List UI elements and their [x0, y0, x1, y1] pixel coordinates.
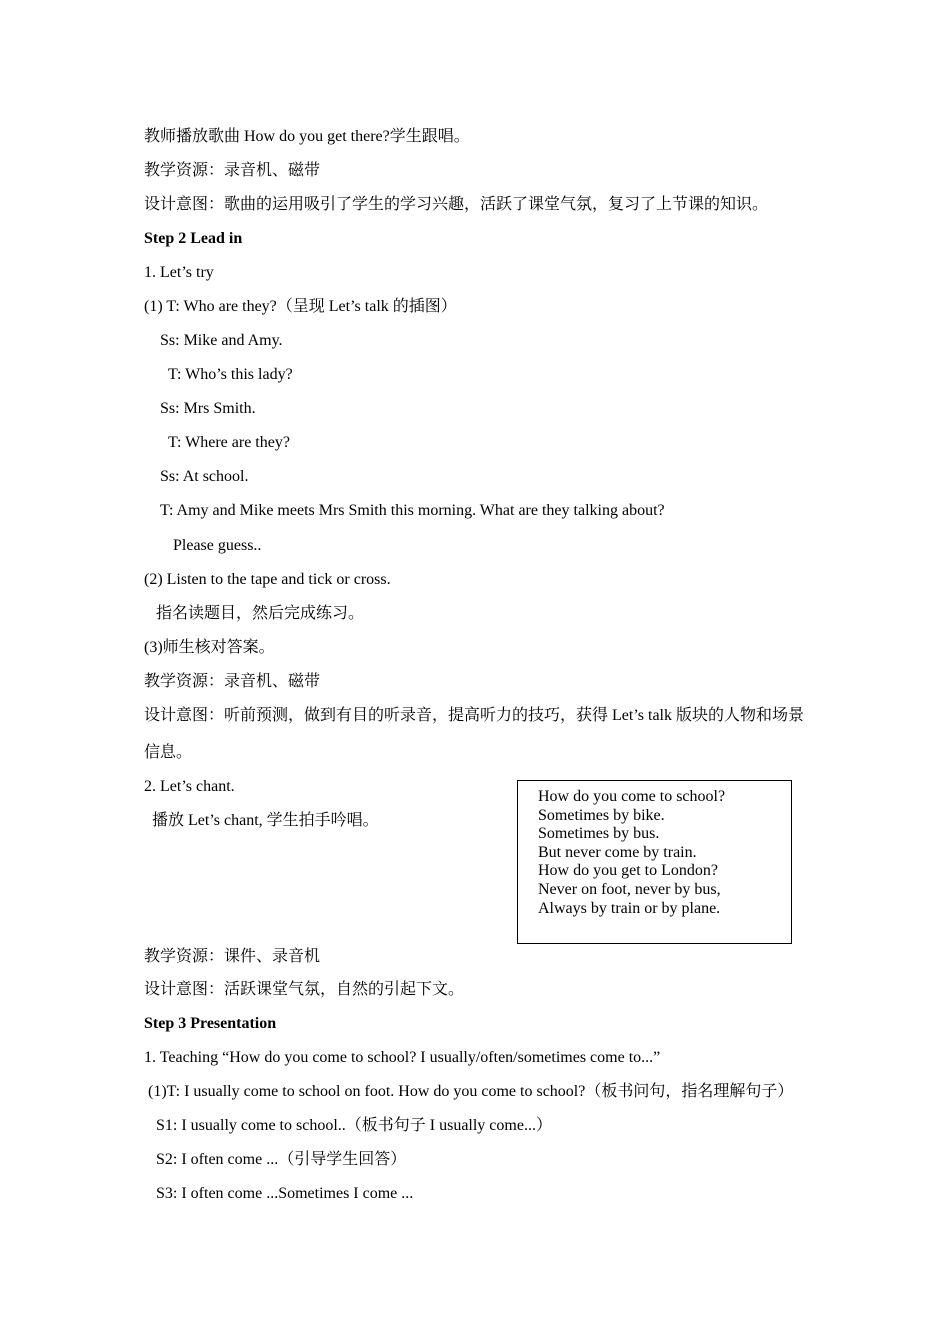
dialogue-line: S2: I often come ...（引导学生回答） — [156, 1151, 407, 1168]
step-heading: Step 3 Presentation — [144, 1015, 277, 1032]
paragraph-design-intent-cont: 信息。 — [144, 744, 193, 761]
paragraph-resources: 教学资源：录音机、磁带 — [144, 162, 321, 179]
paragraph-resources: 教学资源：课件、录音机 — [144, 948, 321, 965]
dialogue-line: Please guess.. — [173, 537, 262, 554]
section-heading: 1. Teaching “How do you come to school? I usually/often/sometimes come to...” — [144, 1049, 661, 1066]
step-heading: Step 2 Lead in — [144, 230, 243, 247]
dialogue-line: (1) T: Who are they?（呈现 Let’s talk 的插图） — [144, 298, 457, 315]
instruction-line: 指名读题目，然后完成练习。 — [156, 605, 365, 622]
paragraph-design-intent: 设计意图：听前预测，做到有目的听录音，提高听力的技巧，获得 Let’s talk 版块的人物和场景 — [144, 707, 804, 724]
chant-line: Never on foot, never by bus, — [538, 880, 721, 898]
paragraph-design-intent: 设计意图：歌曲的运用吸引了学生的学习兴趣，活跃了课堂气氛，复习了上节课的知识。 — [144, 196, 769, 213]
instruction-line: (3)师生核对答案。 — [144, 639, 275, 656]
instruction-line: 播放 Let’s chant, 学生拍手吟唱。 — [152, 812, 379, 829]
dialogue-line: T: Amy and Mike meets Mrs Smith this morning. What are they talking about? — [160, 502, 665, 519]
instruction-line: (2) Listen to the tape and tick or cross. — [144, 571, 391, 588]
dialogue-line: Ss: Mrs Smith. — [160, 400, 256, 417]
dialogue-line: S3: I often come ...Sometimes I come ... — [156, 1185, 414, 1202]
dialogue-line: (1)T: I usually come to school on foot. How do you come to school?（板书问句，指名理解句子） — [148, 1083, 794, 1100]
dialogue-line: T: Where are they? — [168, 434, 290, 451]
section-heading: 2. Let’s chant. — [144, 778, 235, 795]
chant-line: How do you come to school? — [538, 788, 726, 805]
chant-line: How do you get to London? — [538, 862, 718, 880]
dialogue-line: S1: I usually come to school..（板书句子 I usually come...） — [156, 1117, 552, 1134]
chant-line: Sometimes by bus. — [538, 825, 660, 843]
chant-line: Always by train or by plane. — [538, 899, 721, 917]
chant-line: Sometimes by bike. — [538, 806, 665, 824]
section-heading: 1. Let’s try — [144, 264, 214, 281]
chant-text-box — [517, 780, 792, 944]
paragraph-design-intent: 设计意图：活跃课堂气氛，自然的引起下文。 — [144, 981, 465, 998]
paragraph-resources: 教学资源：录音机、磁带 — [144, 673, 321, 690]
chant-line: But never come by train. — [538, 843, 697, 861]
dialogue-line: Ss: Mike and Amy. — [160, 332, 283, 349]
paragraph-song: 教师播放歌曲 How do you get there?学生跟唱。 — [144, 128, 470, 145]
dialogue-line: T: Who’s this lady? — [168, 366, 293, 383]
dialogue-line: Ss: At school. — [160, 468, 249, 485]
